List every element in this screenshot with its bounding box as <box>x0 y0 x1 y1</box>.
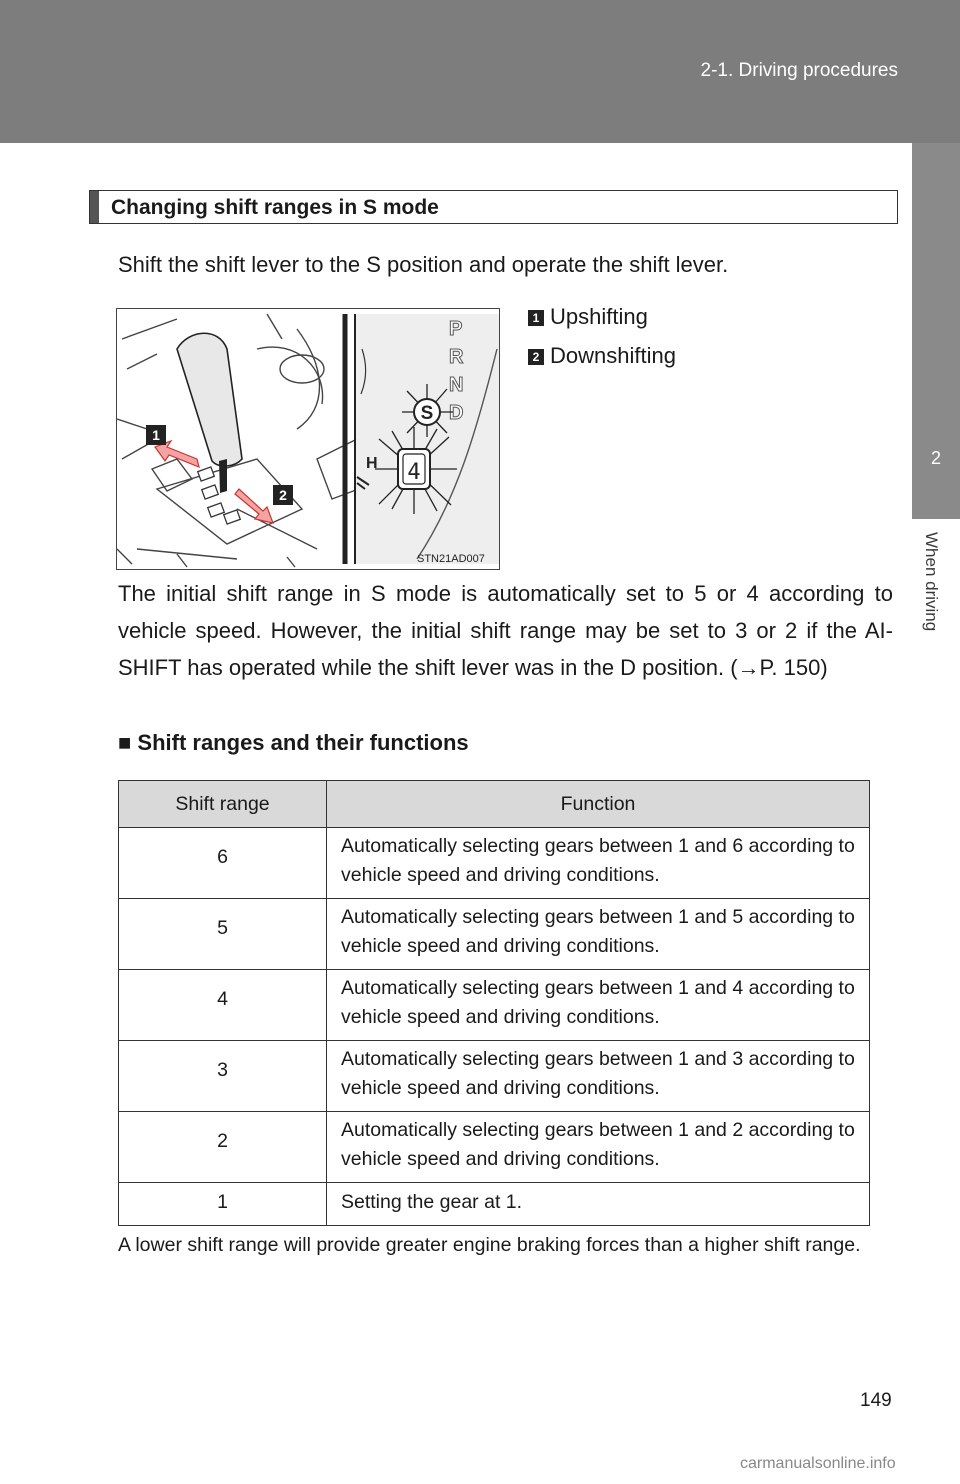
breadcrumb: 2-1. Driving procedures <box>700 60 898 81</box>
function-cell: Automatically selecting gears between 1 and 2 according to vehicle speed and driving conditions. <box>327 1112 870 1183</box>
shift-lever-illustration <box>116 308 500 570</box>
chapter-number: 2 <box>930 448 941 468</box>
intro-text: Shift the shift lever to the S position and operate the shift lever. <box>118 252 729 277</box>
page-header <box>0 0 960 143</box>
letter-p: P <box>449 318 463 340</box>
page-number: 149 <box>860 1390 892 1411</box>
letter-n: N <box>449 374 464 396</box>
illustration-drawing <box>117 309 499 569</box>
footnote-text: A lower shift range will provide greater engine braking forces than a higher shift range. <box>118 1234 861 1256</box>
function-cell: Automatically selecting gears between 1 and 5 according to vehicle speed and driving conditions. <box>327 899 870 970</box>
table-row <box>119 899 870 970</box>
table-row <box>119 1183 870 1226</box>
illustration-code: STN21AD007 <box>417 553 485 565</box>
legend-label: Upshifting <box>550 304 648 329</box>
table-row <box>119 1041 870 1112</box>
subheading: ■ Shift ranges and their functions <box>118 730 469 755</box>
shift-range-table <box>118 780 870 1226</box>
range-cell: 1 <box>119 1183 327 1226</box>
function-cell: Automatically selecting gears between 1 and 6 according to vehicle speed and driving conditions. <box>327 828 870 899</box>
range-cell: 5 <box>119 899 327 970</box>
section-title: Changing shift ranges in S mode <box>111 196 439 219</box>
letter-h: H <box>366 455 378 472</box>
table-header-row <box>119 781 870 828</box>
range-cell: 3 <box>119 1041 327 1112</box>
letter-d: D <box>449 402 464 424</box>
letter-r: R <box>449 346 464 368</box>
function-cell: Setting the gear at 1. <box>327 1183 870 1226</box>
callout-2-label: 2 <box>279 487 287 503</box>
function-cell: Automatically selecting gears between 1 and 4 according to vehicle speed and driving conditions. <box>327 970 870 1041</box>
function-cell: Automatically selecting gears between 1 and 3 according to vehicle speed and driving conditions. <box>327 1041 870 1112</box>
chapter-label: When driving <box>922 532 941 632</box>
watermark: carmanualsonline.info <box>740 1455 896 1472</box>
gear-digit: 4 <box>407 460 421 485</box>
letter-s: S <box>420 403 434 424</box>
callout-1-label: 1 <box>152 427 160 443</box>
section-heading-bar <box>90 191 99 223</box>
column-header: Function <box>327 781 870 828</box>
table-row <box>119 970 870 1041</box>
legend-badge: 1 <box>528 310 544 326</box>
section-heading-box <box>89 190 898 224</box>
range-cell: 2 <box>119 1112 327 1183</box>
legend-label: Downshifting <box>550 343 676 368</box>
column-header: Shift range <box>119 781 327 828</box>
range-cell: 4 <box>119 970 327 1041</box>
table-row <box>119 828 870 899</box>
range-cell: 6 <box>119 828 327 899</box>
legend-item-downshifting <box>528 343 676 369</box>
chapter-strip <box>912 519 960 1344</box>
body-paragraph: The initial shift range in S mode is automatically set to 5 or 4 according to vehicle speed. However, the initial shift range may be set to 3 or 2 if the AI-SHIFT has operated while the shift lever was in the D position. (→P. 150) <box>118 581 893 680</box>
legend-item-upshifting <box>528 304 648 330</box>
table-row <box>119 1112 870 1183</box>
legend-badge: 2 <box>528 349 544 365</box>
